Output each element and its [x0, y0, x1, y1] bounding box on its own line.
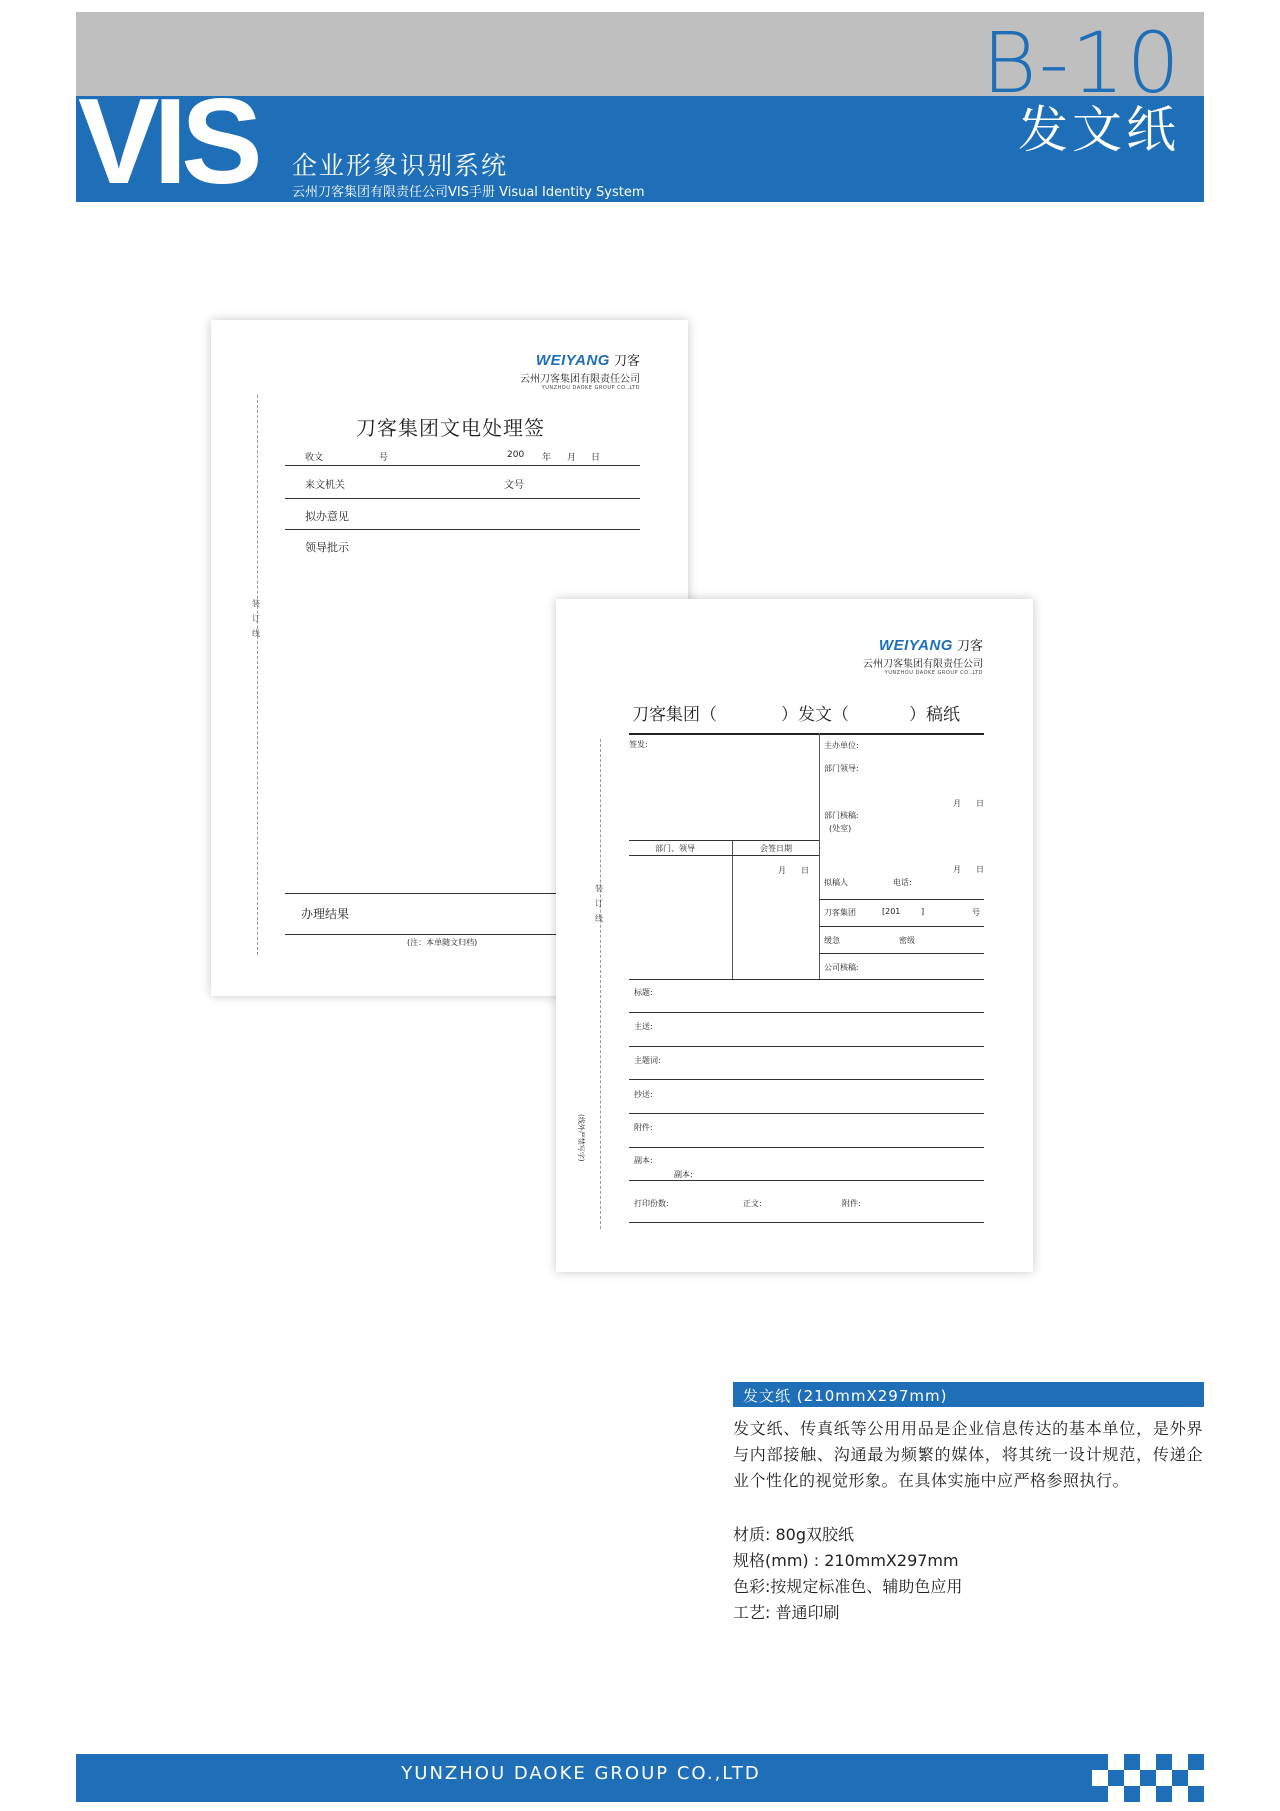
rule: [629, 733, 984, 735]
result-label: 办理结果: [301, 907, 350, 921]
review-day: 日: [976, 799, 984, 808]
brand-company-en: YUNZHOU DAOKE GROUP CO.,LTD: [884, 670, 983, 676]
sheet2-title-part1: 刀客集团（: [632, 705, 717, 725]
rule: [629, 855, 819, 856]
review-month: 月: [953, 799, 961, 808]
brand-logo: WEIYANG: [535, 352, 610, 369]
receive-year: 200: [507, 450, 525, 460]
rule: [819, 926, 984, 927]
checker-pattern-icon: [1092, 1754, 1204, 1802]
binding-note: (线外严禁写字): [577, 1114, 585, 1162]
spec-size: 规格(mm) : 210mmX297mm: [733, 1551, 959, 1570]
rule: [629, 1079, 984, 1080]
brand-block: [863, 635, 983, 676]
original-label: 正文:: [743, 1199, 762, 1208]
sign-label: 签发:: [629, 740, 648, 749]
spec-material: 材质: 80g双胶纸: [733, 1525, 854, 1544]
source-label: 来文机关: [305, 480, 345, 491]
brand-logo-cn: 刀客: [956, 639, 983, 654]
dept-leader-label: 部门领导:: [824, 764, 859, 773]
rule: [285, 465, 640, 466]
leader-label: 领导批示: [305, 541, 349, 554]
drafter-day: 日: [976, 865, 984, 874]
binding-mark: 装 订 线: [595, 884, 603, 923]
spec-list: [733, 1522, 962, 1626]
host-unit-label: 主办单位:: [824, 741, 859, 750]
binding-dashed-line: [257, 395, 258, 955]
brand-company-en: YUNZHOU DAOKE GROUP CO.,LTD: [541, 385, 640, 391]
keywords-label: 主题词:: [634, 1056, 661, 1065]
subject-label: 标题:: [634, 988, 653, 997]
cosign-month: 月: [778, 866, 786, 875]
rule: [629, 1147, 984, 1148]
copy-label-2: 副本:: [674, 1170, 693, 1179]
description-title: 发文纸 (210mmX297mm): [743, 1387, 948, 1405]
group-no-bracket: ]: [921, 907, 925, 916]
dept-review-label: 部门核稿:: [824, 811, 859, 820]
rule: [819, 899, 984, 900]
system-title: 企业形象识别系统: [292, 151, 509, 180]
rule: [819, 733, 820, 979]
receive-no-label: 号: [379, 453, 389, 463]
group-no-suffix: 号: [972, 908, 980, 917]
brand-block: [520, 350, 640, 391]
group-no-label: 刀客集团: [824, 908, 856, 917]
rule: [819, 953, 984, 954]
cosign-dept-label: 部门、领导: [655, 844, 695, 853]
rule: [629, 840, 819, 841]
brand-logo: WEIYANG: [878, 637, 953, 654]
drafter-label: 拟稿人: [824, 878, 848, 887]
brand-company-cn: 云州刀客集团有限责任公司: [520, 374, 640, 385]
cc-label: 抄送:: [634, 1090, 653, 1099]
attach-label: 附件:: [634, 1123, 653, 1132]
footer-company: YUNZHOU DAOKE GROUP CO.,LTD: [401, 1763, 761, 1784]
page-code: B-10: [981, 14, 1182, 112]
rule: [732, 840, 733, 979]
to-label: 主送:: [634, 1022, 653, 1031]
binding-dashed-line: [600, 739, 601, 1229]
description-text: 发文纸、传真纸等公用用品是企业信息传达的基本单位，是外界与内部接触、沟通最为频繁的媒体，将其统一设计规范，传递企业个性化的视觉形象。在具体实施中应严格参照执行。: [733, 1419, 1203, 1490]
rule: [285, 529, 640, 530]
attach2-label: 附件:: [842, 1199, 861, 1208]
vis-logo: VIS: [78, 73, 257, 209]
rule: [629, 979, 984, 980]
rule: [629, 1113, 984, 1114]
rule: [629, 1180, 984, 1181]
phone-label: 电话:: [893, 878, 912, 887]
document-sheet-draft: [556, 599, 1033, 1272]
receive-day-label: 日: [591, 453, 601, 463]
binding-mark: 装 订 线: [252, 599, 260, 638]
sheet2-title-part2: ）发文（: [781, 705, 849, 725]
urgency-label: 缓急: [824, 936, 840, 945]
drafter-month: 月: [953, 865, 961, 874]
rule: [629, 1222, 984, 1223]
rule: [285, 498, 640, 499]
sheet2-title-part3: ）稿纸: [909, 705, 960, 725]
receive-year-label: 年: [542, 453, 552, 463]
cosign-date-label: 会签日期: [760, 844, 792, 853]
docno-label: 文号: [504, 480, 524, 491]
group-no-year: [201: [882, 907, 901, 916]
secret-label: 密级: [899, 936, 915, 945]
receive-month-label: 月: [567, 453, 577, 463]
company-review-label: 公司核稿:: [824, 963, 859, 972]
receive-label: 收文: [305, 453, 324, 463]
rule: [629, 1046, 984, 1047]
spec-color: 色彩:按规定标准色、辅助色应用: [733, 1577, 963, 1596]
brand-logo-cn: 刀客: [613, 354, 640, 369]
sheet1-title: 刀客集团文电处理签: [356, 416, 545, 440]
dept-review-note: (处室): [829, 824, 852, 833]
cosign-day: 日: [801, 866, 809, 875]
rule: [629, 1012, 984, 1013]
sheet1-note: (注：本单随文归档): [407, 938, 478, 947]
spec-process: 工艺: 普通印刷: [733, 1603, 840, 1622]
proposal-label: 拟办意见: [305, 510, 349, 523]
brand-company-cn: 云州刀客集团有限责任公司: [863, 659, 983, 670]
copy-label: 副本:: [634, 1156, 653, 1165]
page-name: 发文纸: [1018, 101, 1180, 159]
print-copies-label: 打印份数:: [634, 1199, 669, 1208]
system-subtitle: 云州刀客集团有限责任公司VIS手册 Visual Identity System: [292, 185, 645, 200]
